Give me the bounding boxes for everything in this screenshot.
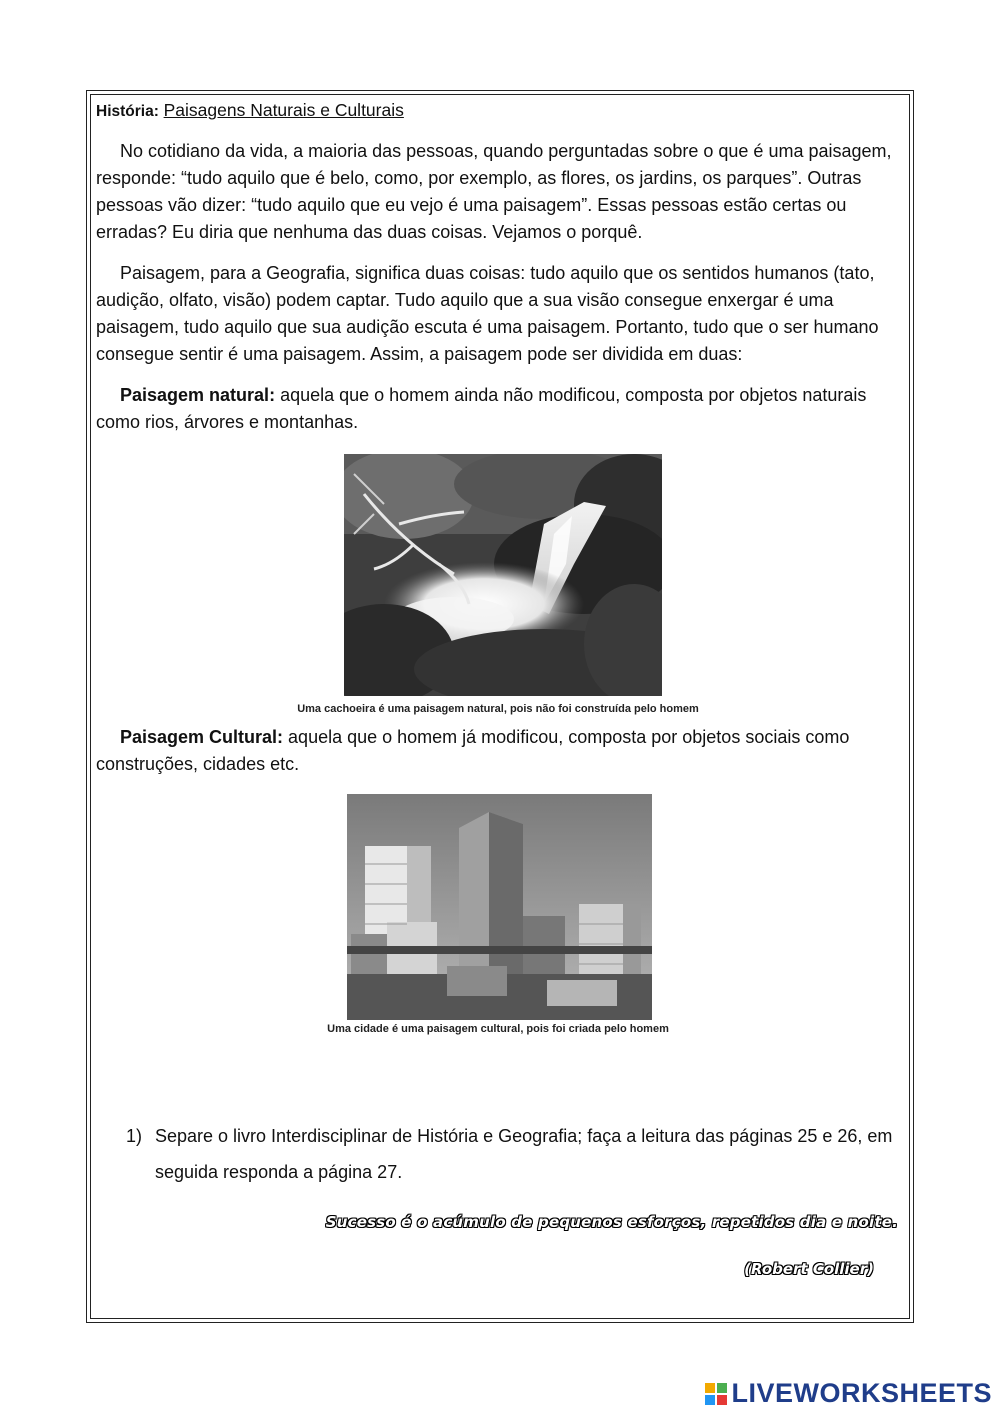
page-heading: [96, 98, 900, 124]
waterfall-image: [344, 454, 662, 696]
subject-label: História:: [96, 103, 159, 120]
cultural-term: Paisagem Cultural:: [120, 727, 284, 747]
cultural-text: aquela que o homem já modificou, composta por objetos sociais como construções, cidades etc.: [96, 727, 850, 774]
natural-text: aquela que o homem ainda não modificou, composta por objetos naturais como rios, árvores e montanhas.: [96, 385, 867, 432]
intro-paragraph: No cotidiano da vida, a maioria das pessoas, quando perguntadas sobre o que é uma paisagem, responde: “tudo aquilo que é belo, como, por exemplo, as flores, os jardins, os parques”. Outras pessoas vão dizer: “tudo aquilo que eu vejo é uma paisagem”. Essas pessoas estão certas ou erradas? Eu diria que nenhuma das duas coisas. Vejamos o porquê.: [96, 141, 892, 242]
natural-definition: [96, 382, 900, 436]
question-text: Separe o livro Interdisciplinar de História e Geografia; faça a leitura das páginas 25 e 26, em seguida responda a página 27.: [155, 1126, 893, 1182]
worksheet-content: [96, 98, 900, 1036]
page-title: Paisagens Naturais e Culturais: [163, 100, 404, 120]
quote-author: (Robert Collier): [744, 1260, 874, 1278]
question-number: 1): [126, 1126, 143, 1146]
natural-term: Paisagem natural:: [120, 385, 276, 405]
liveworksheets-logo-icon: [705, 1383, 727, 1405]
city-figure: [96, 794, 900, 1036]
motivational-quote: Sucesso é o acúmulo de pequenos esforços, repetidos dia e noite.: [325, 1213, 898, 1231]
waterfall-caption: Uma cachoeira é uma paisagem natural, pois não foi construída pelo homem: [297, 703, 699, 715]
city-caption: Uma cidade é uma paisagem cultural, pois foi criada pelo homem: [327, 1023, 669, 1035]
city-image: [347, 794, 652, 1020]
liveworksheets-brand[interactable]: [705, 1378, 992, 1409]
waterfall-figure: [96, 454, 900, 716]
definition-paragraph: Paisagem, para a Geografia, significa duas coisas: tudo aquilo que os sentidos humanos (tato, audição, olfato, visão) podem captar. Tudo aquilo que a sua visão consegue enxergar é uma paisagem, tudo aquilo que sua audição escuta é uma paisagem. Portanto, tudo que o ser humano consegue sentir é uma paisagem. Assim, a paisagem pode ser dividida em duas:: [96, 263, 879, 364]
question-1: [126, 1118, 906, 1190]
brand-name: LIVEWORKSHEETS: [731, 1378, 992, 1408]
cultural-definition: [96, 724, 900, 778]
